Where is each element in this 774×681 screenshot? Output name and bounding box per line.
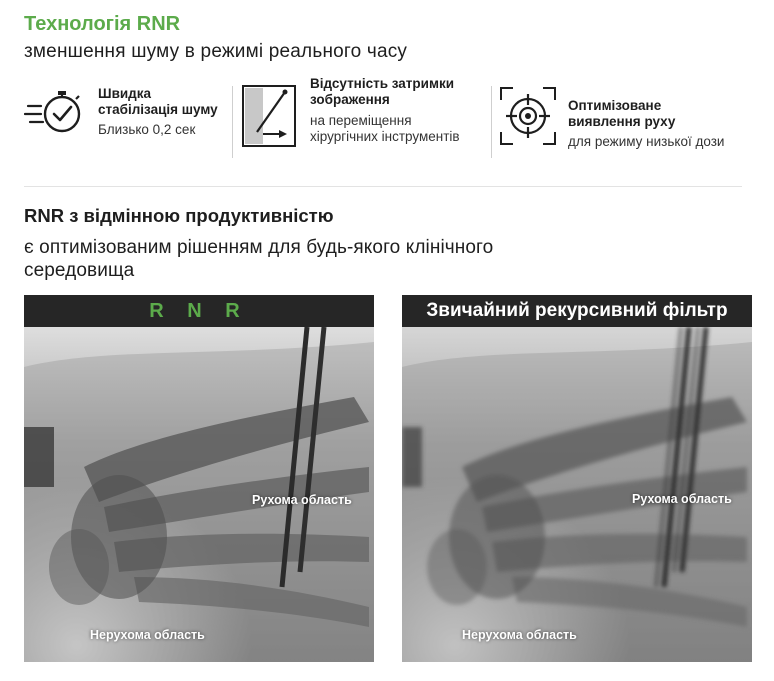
feature-divider: [491, 86, 492, 158]
page-subtitle: зменшення шуму в режимі реального часу: [24, 41, 408, 62]
page-title: Технологія RNR: [24, 13, 181, 35]
label-moving-area: Рухома область: [252, 493, 352, 507]
feature-detail-line: хірургічних інструментів: [310, 129, 460, 144]
feature-detail-line: для режиму низької дози: [568, 134, 725, 149]
feature-detail-line: на переміщення: [310, 113, 412, 128]
feature-title-line: стабілізація шуму: [98, 102, 218, 117]
xray-panel-recursive-filter: [402, 295, 752, 662]
panel-heading: Звичайний рекурсивний фільтр: [402, 295, 752, 327]
label-moving-area: Рухома область: [632, 492, 732, 506]
feature-motion-detection: [499, 76, 749, 162]
section-description-line: середовища: [24, 260, 135, 281]
feature-noise-stabilization: [24, 76, 224, 162]
feature-no-image-delay: [241, 76, 486, 162]
xray-panel-rnr: [24, 295, 374, 662]
feature-title-line: Оптимізоване: [568, 98, 662, 113]
feature-detail-line: Близько 0,2 сек: [98, 122, 196, 137]
feature-title-line: Швидка: [98, 86, 151, 101]
instrument-motion-icon: [241, 84, 297, 148]
feature-title-line: зображення: [310, 92, 390, 107]
crosshair-target-icon: [499, 86, 557, 146]
feature-title-line: Відсутність затримки: [310, 76, 454, 91]
feature-divider: [232, 86, 233, 158]
label-static-area: Нерухома область: [462, 628, 577, 642]
stopwatch-icon: [24, 88, 88, 136]
label-static-area: Нерухома область: [90, 628, 205, 642]
section-divider: [24, 186, 742, 187]
feature-title-line: виявлення руху: [568, 114, 676, 129]
section-title: RNR з відмінною продуктивністю: [24, 205, 334, 226]
panel-heading: R N R: [24, 295, 374, 327]
section-description-line: є оптимізованим рішенням для будь-якого клінічного: [24, 237, 494, 258]
section-description: [24, 236, 624, 282]
